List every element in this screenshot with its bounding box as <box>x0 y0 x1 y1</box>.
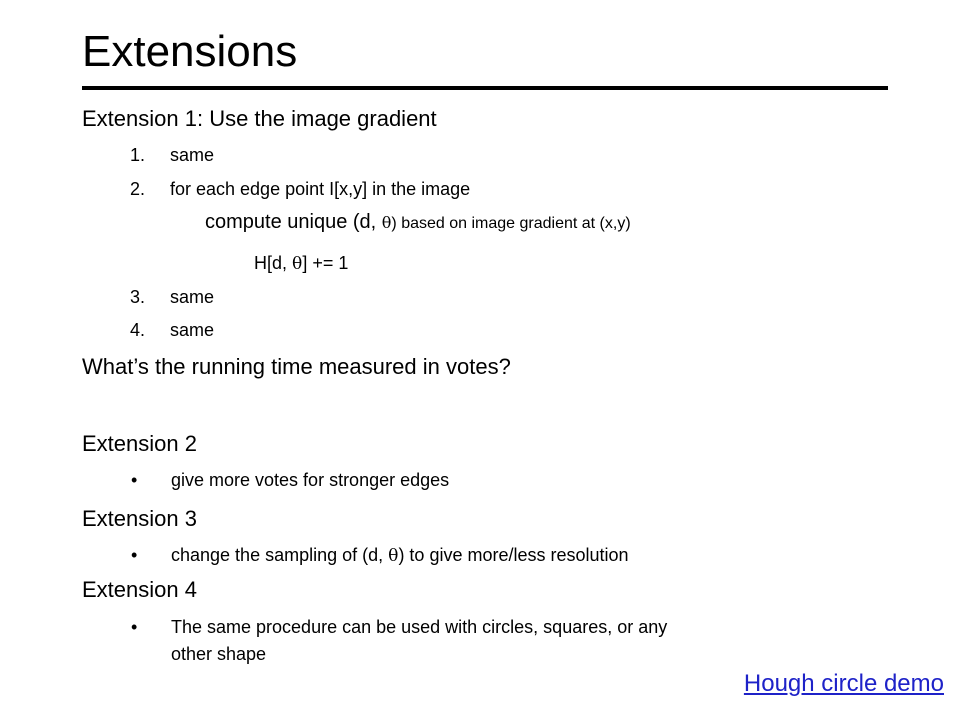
theta-symbol: θ <box>388 546 399 566</box>
title-underline <box>82 86 888 90</box>
theta-symbol: θ <box>292 254 303 274</box>
hough-circle-demo-link[interactable]: Hough circle demo <box>743 670 944 697</box>
extension-1-heading: Extension 1: Use the image gradient <box>82 106 437 131</box>
step-number: 4. <box>130 320 146 340</box>
theta-symbol: θ <box>381 213 392 232</box>
sub-step-vote: H[d, θ] += 1 <box>254 253 349 274</box>
extension-4-bullet-line-2: other shape <box>171 644 267 664</box>
step-text: for each edge point I[x,y] in the image <box>170 179 471 199</box>
extension-2-bullet: give more votes for stronger edges <box>171 470 450 490</box>
running-time-question: What’s the running time measured in votes? <box>82 354 511 379</box>
step-item <box>130 180 470 198</box>
extension-4-bullet-line-1: The same procedure can be used with circles, squares, or any <box>171 617 668 637</box>
step-item <box>130 321 214 339</box>
bullet-icon: • <box>131 617 138 637</box>
step-item <box>130 288 214 306</box>
bullet-icon: • <box>131 545 138 565</box>
step-number: 3. <box>130 287 146 307</box>
sub-step-compute: compute unique (d, θ) based on image gradient at (x,y) <box>205 211 631 233</box>
extension-4-heading: Extension 4 <box>82 577 197 602</box>
step-text: same <box>170 145 215 165</box>
step-text: same <box>170 287 215 307</box>
extension-3-heading: Extension 3 <box>82 506 197 531</box>
extension-2-heading: Extension 2 <box>82 431 197 456</box>
step-number: 1. <box>130 145 146 165</box>
step-number: 2. <box>130 179 146 199</box>
step-text: same <box>170 320 215 340</box>
bullet-icon: • <box>131 470 138 490</box>
step-item <box>130 146 214 164</box>
extension-3-bullet: change the sampling of (d, θ) to give more/less resolution <box>171 545 629 566</box>
page-title: Extensions <box>82 27 298 76</box>
